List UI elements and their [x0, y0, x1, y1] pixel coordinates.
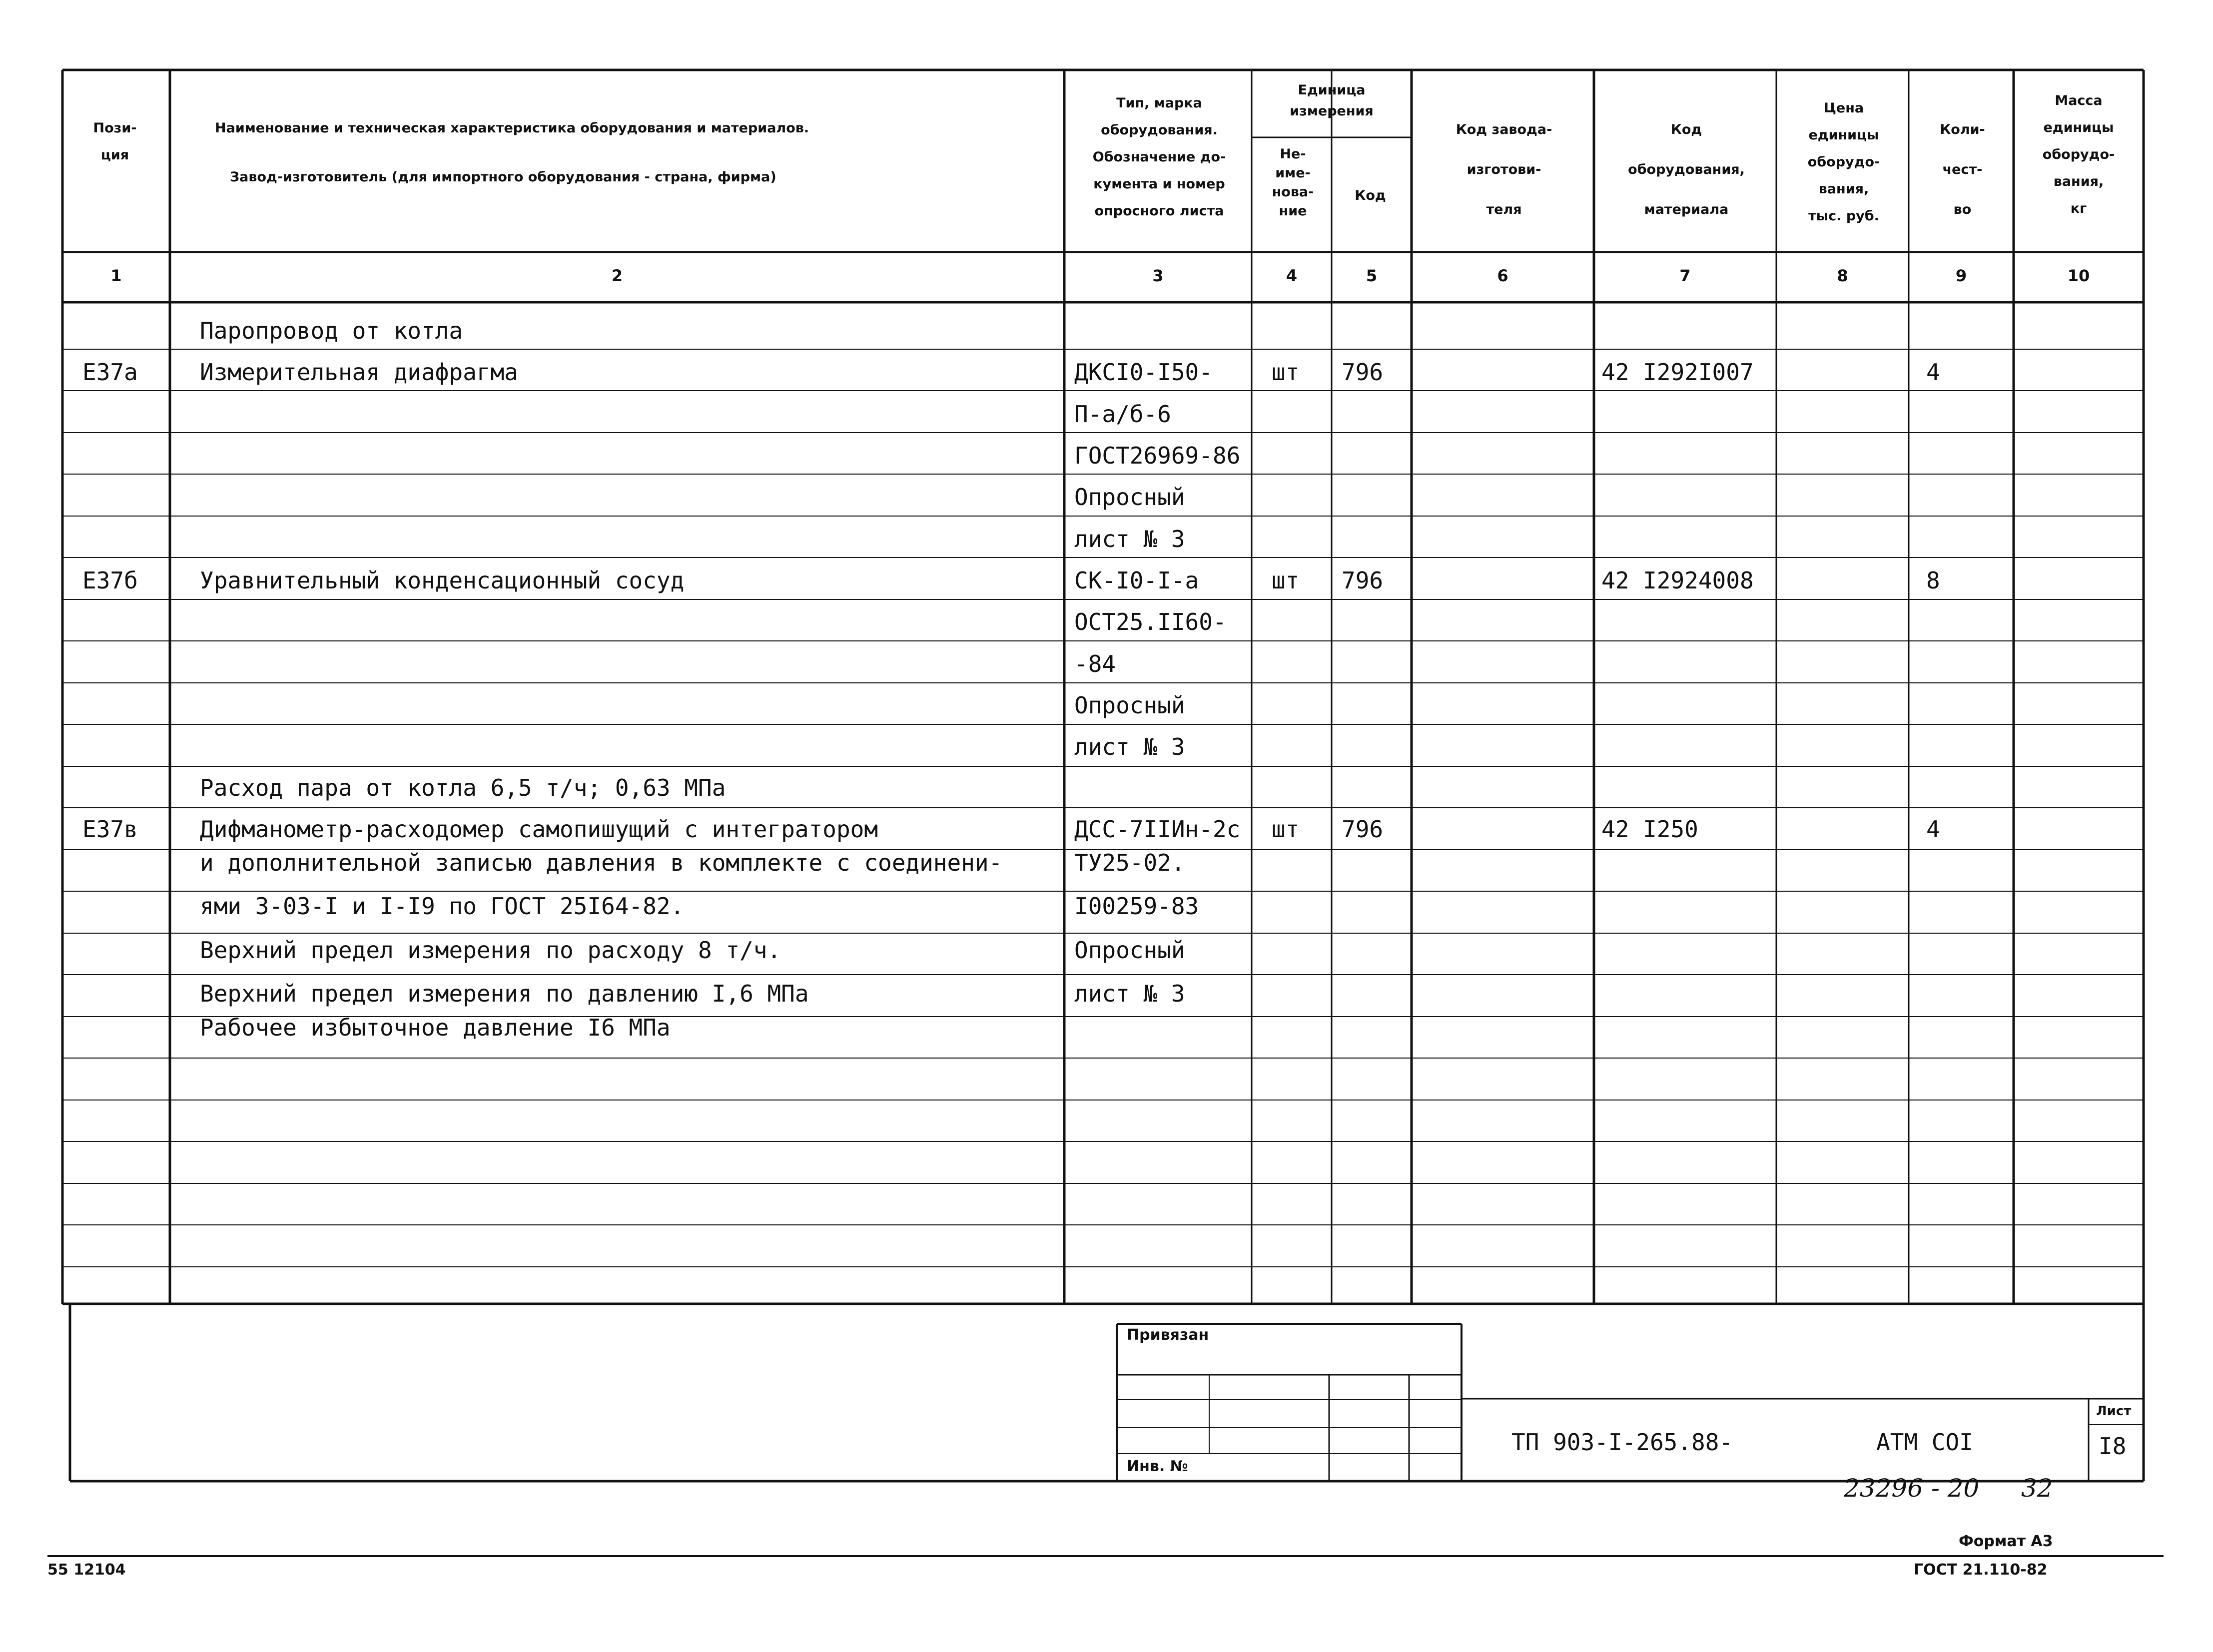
header-type [1067, 90, 1252, 225]
header-price [1779, 95, 1909, 230]
handwritten-number: 23296 - 20 [1844, 1474, 1980, 1503]
header-position-line-2: ция [100, 147, 129, 163]
cell-position: Е37а [82, 359, 138, 386]
cell-quantity: 4 [1926, 816, 1940, 843]
format-label: Формат А3 [1959, 1533, 2053, 1550]
gost-label: ГОСТ 21.110-82 [1914, 1561, 2048, 1579]
header-name-line-2: Завод-изготовитель (для импортного оборудования - страна, фирма) [230, 169, 776, 185]
header-price-line-4: вания, [1818, 181, 1869, 197]
cell-quantity: 4 [1926, 359, 1940, 386]
cell-unit: шт [1272, 359, 1300, 386]
header-unit [1254, 80, 1409, 122]
header-unit-name [1254, 145, 1332, 221]
header-equipment-code [1596, 110, 1776, 230]
header-mass-line-2: единицы [2043, 120, 2114, 135]
header-unit-line-1: Единица [1298, 82, 1366, 98]
cell-name: Дифманометр-расходомер самопишущий с интегратором [200, 816, 878, 843]
cell-type: Опросный [1074, 937, 1185, 964]
cell-name: ями 3-03-I и I-I9 по ГОСТ 25I64-82. [200, 893, 685, 920]
stamp-sheet-number: I8 [2099, 1433, 2127, 1460]
column-number-7: 7 [1679, 266, 1691, 285]
cell-position: Е37б [82, 567, 138, 594]
header-position [65, 115, 165, 169]
stamp-sheet-label: Лист [2096, 1404, 2132, 1419]
header-name-line-1: Наименование и техническая характеристика оборудования и материалов. [215, 120, 809, 136]
cell-name: Измерительная диафрагма [200, 359, 518, 386]
cell-name: Верхний предел измерения по давлению I,6 МПа [200, 980, 809, 1007]
header-qty-line-3: во [1953, 202, 1972, 217]
cell-unit-code: 796 [1342, 359, 1384, 386]
cell-quantity: 8 [1926, 567, 1940, 594]
header-name [215, 115, 809, 191]
header-position-line-1: Пози- [93, 120, 137, 136]
cell-name: Расход пара от котла 6,5 т/ч; 0,63 МПа [200, 774, 726, 801]
column-number-9: 9 [1955, 266, 1967, 285]
header-mass-line-1: Масса [2055, 93, 2103, 108]
cell-type: ОСТ25.II60- [1074, 608, 1227, 635]
column-number-2: 2 [611, 266, 623, 285]
header-price-line-3: оборудо- [1807, 154, 1880, 170]
cell-position: Е37в [82, 816, 138, 843]
cell-name: Уравнительный конденсационный сосуд [200, 567, 685, 594]
cell-unit-code: 796 [1342, 567, 1384, 594]
header-unit-name-line-1: Не- [1280, 146, 1306, 162]
cell-name: Верхний предел измерения по расходу 8 т/ч. [200, 937, 781, 964]
column-number-8: 8 [1837, 266, 1848, 285]
header-equip-line-3: материала [1644, 202, 1729, 217]
cell-type: ДСС-7IIИн-2с [1074, 816, 1241, 843]
header-maker-line-1: Код завода- [1456, 122, 1552, 137]
header-mass [2016, 87, 2141, 222]
column-number-10: 10 [2067, 266, 2090, 285]
form-number: 55 12104 [47, 1561, 126, 1579]
column-number-6: 6 [1497, 266, 1508, 285]
stamp-document-number: ТП 903-I-265.88- [1511, 1429, 1733, 1456]
header-price-line-1: Цена [1823, 100, 1864, 116]
column-number-3: 3 [1152, 266, 1164, 285]
header-price-line-5: тыс. руб. [1808, 208, 1879, 224]
cell-type: Опросный [1074, 484, 1185, 511]
header-maker-code [1414, 110, 1594, 230]
handwritten-page-number: 32 [2021, 1474, 2053, 1503]
cell-equipment-code: 42 I250 [1601, 816, 1698, 843]
cell-name: и дополнительной записью давления в комплекте с соединени- [200, 849, 1003, 876]
header-maker-line-2: изготови- [1467, 162, 1541, 177]
column-number-5: 5 [1366, 266, 1378, 285]
header-equip-line-2: оборудования, [1628, 162, 1745, 177]
cell-type: лист № 3 [1074, 733, 1185, 760]
cell-type: -84 [1074, 650, 1116, 677]
column-number-4: 4 [1286, 266, 1298, 285]
cell-type: ГОСТ26969-86 [1074, 442, 1241, 469]
header-qty-line-1: Коли- [1940, 122, 1985, 137]
cell-equipment-code: 42 I2924008 [1601, 567, 1754, 594]
header-mass-line-5: кг [2070, 201, 2087, 216]
cell-name: Паропровод от котла [200, 317, 463, 344]
cell-name: Рабочее избыточное давление I6 МПа [200, 1014, 671, 1041]
stamp-document-code: АТМ СОI [1876, 1429, 1973, 1456]
stamp-inventory-no: Инв. № [1127, 1458, 1188, 1475]
header-unit-code: Код [1355, 188, 1386, 203]
cell-type: СК-I0-I-а [1074, 567, 1199, 594]
header-unit-name-line-3: нова- [1272, 184, 1314, 200]
header-type-line-2: оборудования. [1101, 122, 1218, 138]
cell-type: П-а/б-6 [1074, 401, 1171, 428]
stamp-privyazan: Привязан [1127, 1326, 1209, 1344]
cell-type: лист № 3 [1074, 980, 1185, 1007]
header-type-line-3: Обозначение до- [1092, 149, 1226, 165]
cell-type: Опросный [1074, 692, 1185, 719]
cell-unit-code: 796 [1342, 816, 1384, 843]
cell-type: I00259-83 [1074, 893, 1199, 920]
header-equip-line-1: Код [1670, 122, 1702, 137]
cell-type: ДКСI0-I50- [1074, 359, 1213, 386]
header-quantity [1911, 110, 2014, 230]
cell-type: лист № 3 [1074, 526, 1185, 552]
cell-unit: шт [1272, 816, 1300, 843]
cell-equipment-code: 42 I292I007 [1601, 359, 1754, 386]
header-type-line-5: опросного листа [1094, 203, 1224, 219]
cell-type: ТУ25-02. [1074, 849, 1185, 876]
header-unit-name-line-4: ние [1279, 203, 1307, 219]
header-maker-line-3: теля [1486, 202, 1522, 217]
header-price-line-2: единицы [1808, 127, 1879, 143]
header-mass-line-4: вания, [2053, 174, 2104, 189]
header-qty-line-2: чест- [1942, 162, 1983, 177]
column-number-1: 1 [110, 266, 122, 285]
header-type-line-1: Тип, марка [1116, 95, 1202, 111]
header-mass-line-3: оборудо- [2042, 147, 2115, 162]
header-type-line-4: кумента и номер [1093, 176, 1225, 192]
cell-unit: шт [1272, 567, 1300, 594]
header-unit-name-line-2: имe- [1275, 165, 1311, 181]
header-unit-line-2: измерения [1290, 103, 1374, 119]
